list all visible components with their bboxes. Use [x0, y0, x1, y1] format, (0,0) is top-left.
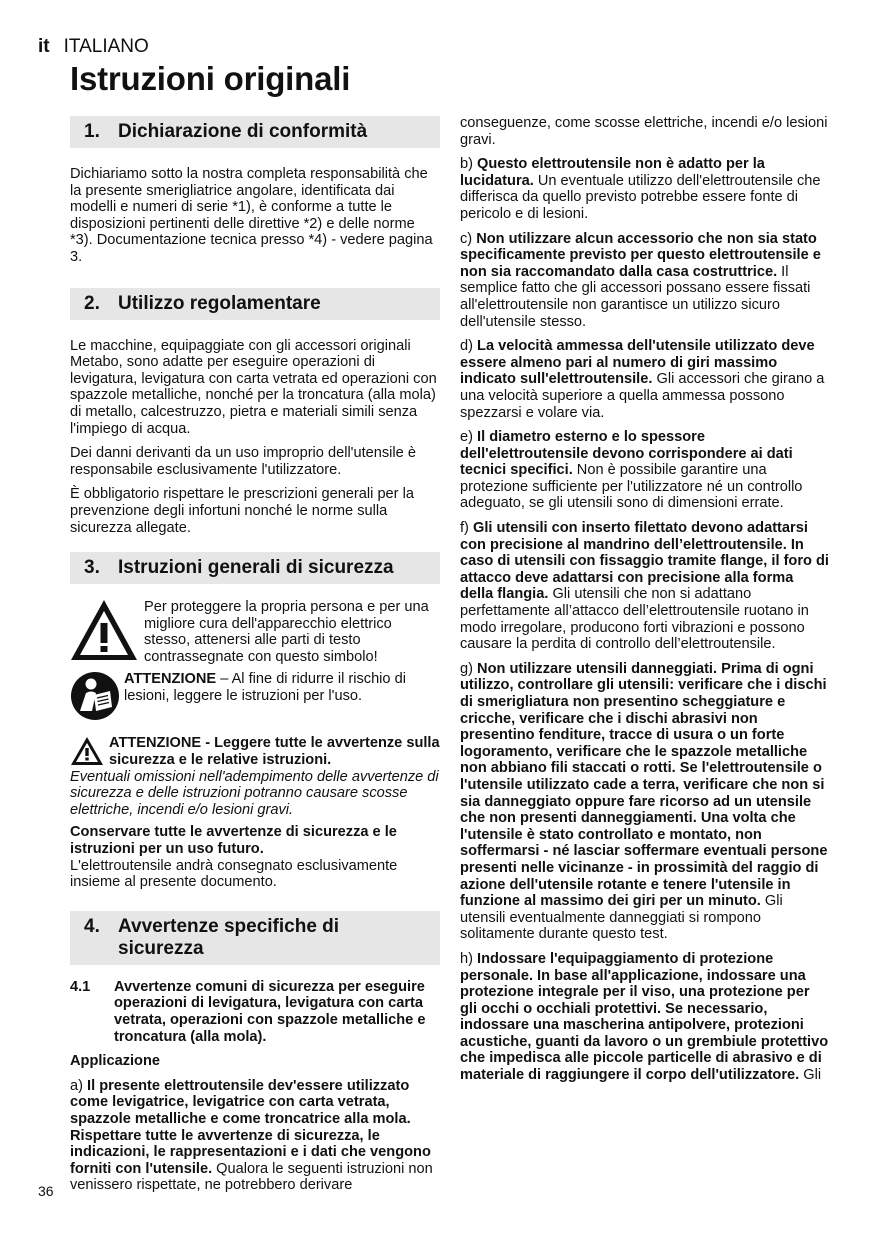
item-prefix: g): [460, 660, 478, 677]
item-bold: Indossare l'equipaggiamento di protezione personale. In base all'applicazione, indossare una protezione integrale per il viso, una protezione per gli occhi o occhiali protettivi. Se necessario, indossare una mascherina antipolvere, protezioni acustiche, guanti da lavoro o un grembiule protettivo che impedisca alle piccole particelle di abrasivo e di materiale di raggiungere il corpo dell'utilizzatore.: [460, 950, 829, 1084]
section-heading-1: [70, 116, 440, 148]
warning-triangle-icon: [70, 599, 138, 661]
paragraph: Dei danni derivanti da un uso improprio dell'utensile è responsabile esclusivamente l'utilizzatore.: [70, 445, 416, 478]
item-prefix: b): [460, 156, 478, 173]
subsection-number: 4.1: [70, 978, 91, 995]
item-bold: Non utilizzare utensili danneggiati. Prima di ogni utilizzo, controllare gli utensili: verificare che i dischi di smerigliatura non presentino scheggiature e cricche, verificare che i dischi abrasivi non presentino fenditure, tracce di usura o un forte logoramento, verificare che le spazzole metalliche non abbiano fili staccati o rotti. Se l'elettroutensile o l'utensile utilizzato cade a terra, verificare che non si sia danneggiato oppure fare ricorso ad un utensile che non presenti danneggiamenti. Una volta che l'utensile è stato controllato e montato, non soffermarsi - né lasciar soffermare eventuali persone presenti nelle vicinanze - in prossimità del raggio di azione dell'utensile rotante e tenere l'utensile in funzione al massimo dei giri per un minuto.: [460, 660, 828, 910]
paragraph: [70, 824, 440, 890]
item-b: [460, 156, 830, 222]
item-prefix: c): [460, 230, 477, 247]
item-bold: Gli utensili con inserto filettato devono adattarsi con precisione al mandrino dell’elettroutensile. In caso di utensili con fissaggio tramite flange, il foro di attacco deve adattarsi con precisione alla forma della flangia.: [460, 520, 829, 603]
section-title: Istruzioni generali di sicurezza: [118, 557, 394, 579]
warning-heading: ATTENZIONE - Leggere tutte le avvertenze sulla sicurezza e le relative istruzioni.: [109, 735, 440, 769]
language-header: [38, 36, 149, 58]
section-heading-3: [70, 552, 440, 584]
attention-text: – Al fine di ridurre il rischio di lesioni, leggere le istruzioni per l'uso.: [124, 671, 406, 705]
paragraph: Dichiariamo sotto la nostra completa responsabilità che la presente smerigliatrice angolare, identificata dai modelli e numeri di serie *1), è conforme a tutte le disposizioni pertinenti delle direttive *2) e delle norme *3). Documentazione tecnica presso *4) - vedere pagina 3.: [70, 166, 433, 265]
section-number: 4.: [84, 915, 100, 937]
page-number: 36: [38, 1183, 54, 1199]
item-g: [460, 661, 830, 943]
subsection-heading: [70, 979, 440, 1045]
section-number: 1.: [84, 121, 100, 142]
section-heading-2: [70, 288, 440, 320]
right-column: [460, 115, 830, 1092]
item-prefix: a): [70, 1077, 88, 1094]
section-title: Dichiarazione di conformità: [118, 121, 368, 142]
section-title: Avvertenze specifiche di sicurezza: [118, 915, 340, 959]
paragraph: È obbligatorio rispettare le prescrizioni generali per la prevenzione degli infortuni nonché le norme sulla sicurezza allegate.: [70, 486, 414, 536]
item-e: [460, 429, 830, 512]
item-text: Il semplice fatto che gli accessori possano essere fissati all'elettroutensile non garantisce un utilizzo sicuro dell'utensile stesso.: [460, 263, 811, 330]
small-warning-icon: [70, 736, 104, 766]
item-text: Gli utensili eventualmente danneggiati si rompono solitamente durante questo test.: [460, 893, 783, 943]
section-number: 3.: [84, 557, 100, 579]
attention-label: ATTENZIONE: [124, 671, 217, 688]
item-text: Gli accessori che girano a una velocità superiore a quella ammessa possono spezzarsi e volare via.: [460, 371, 825, 421]
item-text: Un eventuale utilizzo dell'elettroutensile che differisca da quello previsto potrebbe essere fonte di pericolo e di lesioni.: [460, 172, 821, 222]
item-text: Gli: [799, 1067, 822, 1084]
item-d: [460, 338, 830, 421]
symbol-note-text: Per proteggere la propria persona e per una migliore cura dell'apparecchio elettrico stesso, attenersi alle parti di testo contrassegnate con questo simbolo!: [144, 599, 429, 665]
subsection-title: Avvertenze comuni di sicurezza per eseguire operazioni di levigatura, levigatura con carta vetrata, operazioni con spazzole metalliche e troncatura (alla mola).: [114, 978, 426, 1045]
language-code: it: [38, 36, 50, 57]
warning-text: Eventuali omissioni nell'adempimento delle avvertenze di sicurezza e delle istruzioni potranno causare scosse elettriche, incendi e/o lesioni gravi.: [70, 768, 439, 818]
item-c: [460, 231, 830, 331]
item-f: [460, 520, 830, 653]
item-prefix: d): [460, 338, 478, 355]
section-title: Utilizzo regolamentare: [118, 292, 321, 314]
item-prefix: e): [460, 429, 478, 446]
item-bold: Il presente elettroutensile dev'essere utilizzato come levigatrice, levigatrice con carta vetrata, spazzole metalliche e come troncatrice alla mola. Rispettare tutte le avvertenze di sicurezza, le indicazioni, le rappresentazioni e i dati che vengono forniti con l'utensile.: [70, 1077, 431, 1177]
keep-instructions-bold: Conservare tutte le avvertenze di sicurezza e le istruzioni per un uso futuro.: [70, 824, 397, 858]
item-bold: Il diametro esterno e lo spessore dell'elettroutensile devono corrispondere ai dati tecnici specifici.: [460, 429, 793, 479]
section-number: 2.: [84, 292, 100, 314]
item-prefix: h): [460, 950, 478, 967]
continued-text: conseguenze, come scosse elettriche, incendi e/o lesioni gravi.: [460, 115, 828, 148]
item-text: Non è possibile garantire una protezione sufficiente per l'utilizzatore né un controllo adeguato, se gli utensili sono di dimensioni errate.: [460, 462, 803, 512]
safety-warning: [70, 735, 440, 818]
section-heading-4: [70, 911, 440, 965]
paragraph: Le macchine, equipaggiate con gli accessori originali Metabo, sono adatte per eseguire operazioni di levigatura, levigatura con carta vetrata ed operazioni con spazzole metalliche, nonché per la troncatura (alla mola) di metallo, calcestruzzo, pietra e materiali simili senza l'impiego di acqua.: [70, 337, 437, 437]
item-text: Gli utensili che non si adattano perfettamente all’attacco dell’elettroutensile ruotano in modo irregolare, producono forti vibrazioni e possono causare la perdita di controllo dell’elettroutensile.: [460, 586, 809, 653]
item-bold: Non utilizzare alcun accessorio che non sia stato specificamente previsto per questo elettroutensile e non sia raccomandato dalla casa costruttrice.: [460, 230, 821, 280]
page-title: Istruzioni originali: [70, 60, 351, 97]
item-a: [70, 1078, 440, 1194]
item-bold: Questo elettroutensile non è adatto per la lucidatura.: [460, 156, 765, 189]
left-column: [70, 116, 440, 1202]
item-text: Qualora le seguenti istruzioni non venissero rispettate, ne potrebbero derivare: [70, 1160, 433, 1194]
item-prefix: f): [460, 520, 473, 537]
application-heading: Applicazione: [70, 1053, 161, 1070]
item-bold: La velocità ammessa dell'utensile utilizzato deve essere almeno pari al numero di giri massimo indicato sull'elettroutensile.: [460, 338, 815, 388]
symbol-note: [70, 599, 440, 665]
keep-instructions-text: L'elettroutensile andrà consegnato esclusivamente insieme al presente documento.: [70, 857, 398, 891]
read-manual-note: [70, 671, 440, 721]
language-name: ITALIANO: [63, 36, 149, 57]
item-h: [460, 951, 830, 1084]
read-manual-icon: [70, 671, 120, 721]
